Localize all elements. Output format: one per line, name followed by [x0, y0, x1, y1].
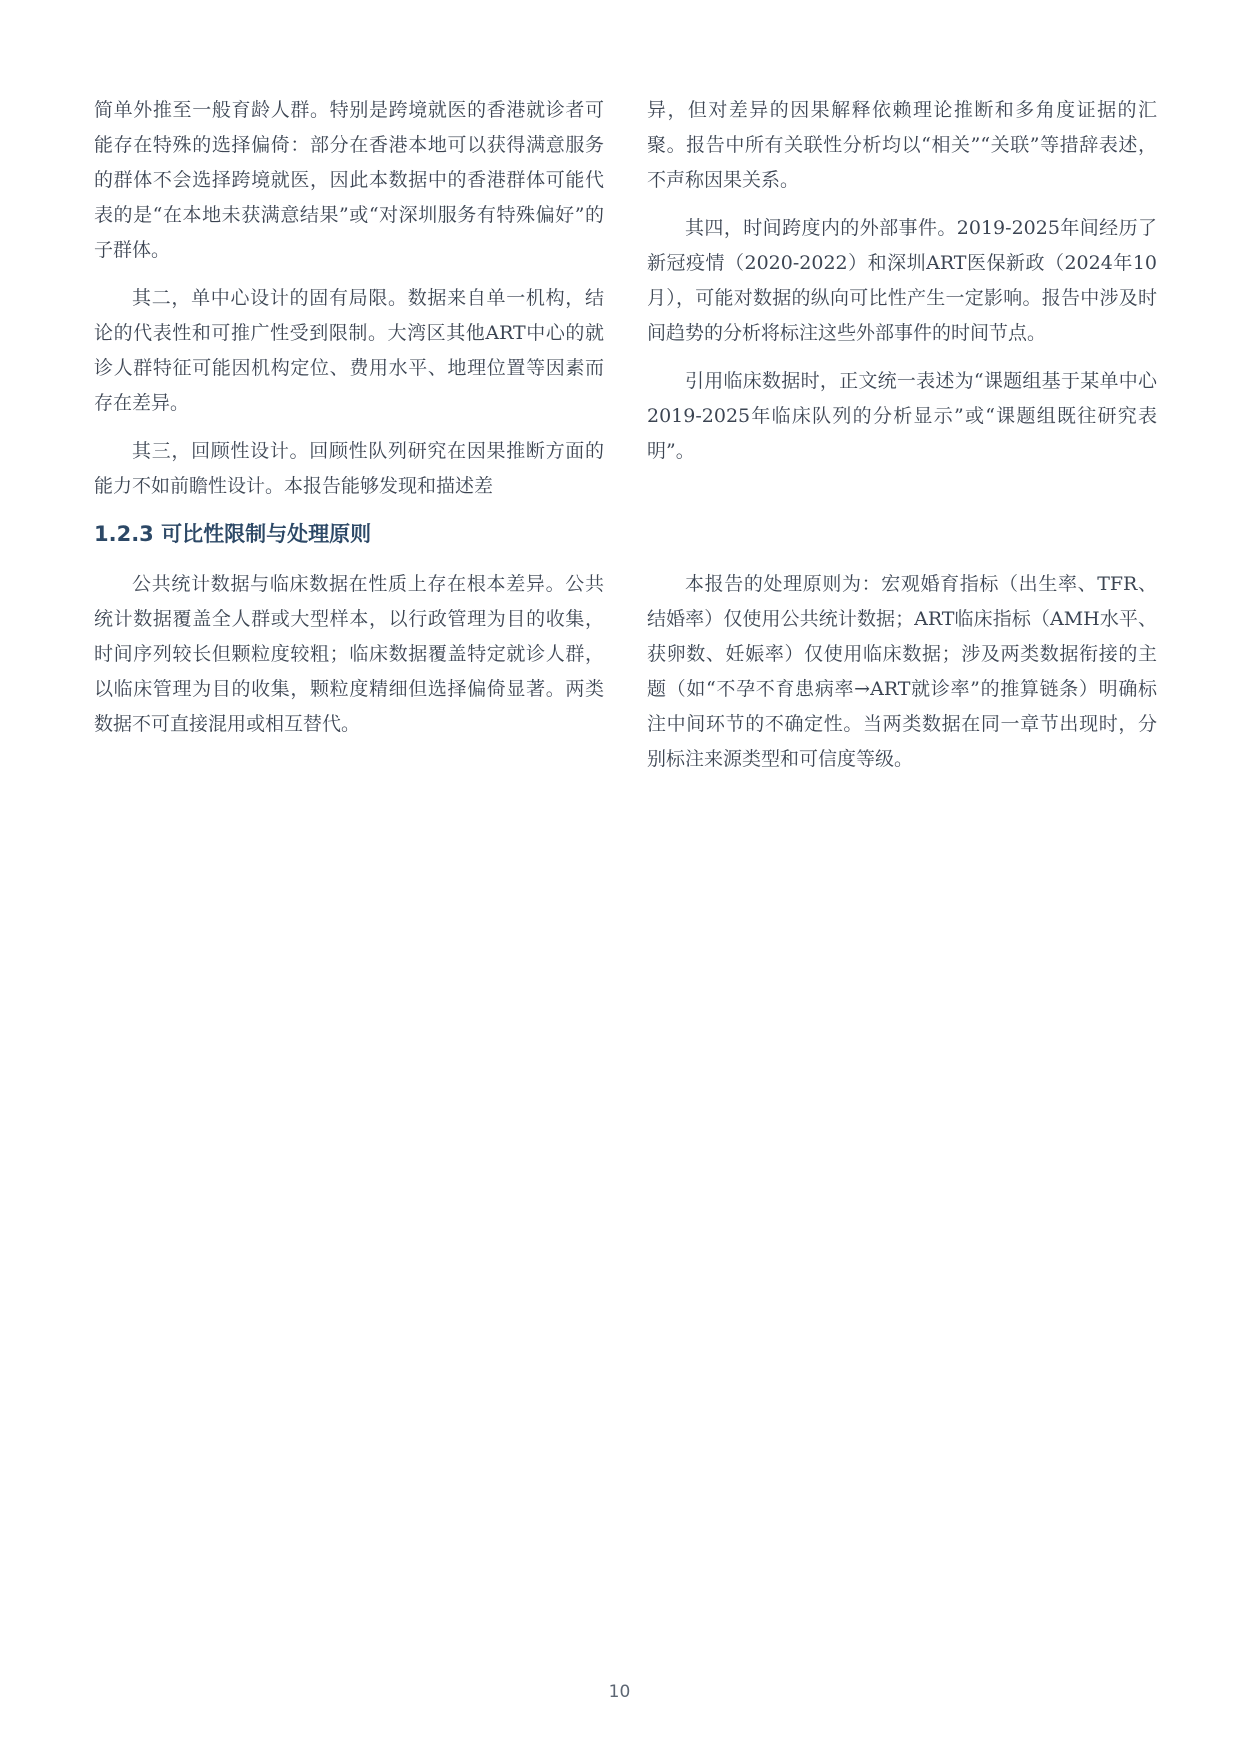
paragraph-point-three: 其三，回顾性设计。回顾性队列研究在因果推断方面的能力不如前瞻性设计。本报告能够发现和描述差: [94, 440, 604, 497]
paragraph-continuation-right: 异，但对差异的因果解释依赖理论推断和多角度证据的汇聚。报告中所有关联性分析均以“相关”“关联”等措辞表述，不声称因果关系。: [647, 99, 1157, 191]
top-right-column: [647, 93, 1157, 482]
section-heading: 1.2.3 可比性限制与处理原则: [94, 522, 372, 546]
paragraph-point-four: 其四，时间跨度内的外部事件。2019-2025年间经历了新冠疫情（2020-2022）和深圳ART医保新政（2024年10月），可能对数据的纵向可比性产生一定影响。报告中涉及时间趋势的分析将标注这些外部事件的时间节点。: [647, 217, 1157, 344]
paragraph-continuation-left: 简单外推至一般育龄人群。特别是跨境就医的香港就诊者可能存在特殊的选择偏倚：部分在香港本地可以获得满意服务的群体不会选择跨境就医，因此本数据中的香港群体可能代表的是“在本地未获满意结果”或“对深圳服务有特殊偏好”的子群体。: [94, 99, 604, 261]
bottom-left-column: [94, 567, 604, 755]
bottom-right-column: [647, 567, 1157, 790]
top-left-column: [94, 93, 604, 517]
paragraph-point-two: 其二，单中心设计的固有局限。数据来自单一机构，结论的代表性和可推广性受到限制。大湾区其他ART中心的就诊人群特征可能因机构定位、费用水平、地理位置等因素而存在差异。: [94, 287, 604, 414]
paragraph-citation-rule: 引用临床数据时，正文统一表述为“课题组基于某单中心2019-2025年临床队列的分析显示”或“课题组既往研究表明”。: [647, 370, 1157, 462]
page-number: 10: [608, 1682, 631, 1702]
paragraph-data-nature: 公共统计数据与临床数据在性质上存在根本差异。公共统计数据覆盖全人群或大型样本，以行政管理为目的收集，时间序列较长但颗粒度较粗；临床数据覆盖特定就诊人群，以临床管理为目的收集，颗粒度精细但选择偏倚显著。两类数据不可直接混用或相互替代。: [94, 573, 604, 735]
paragraph-handling-principles: 本报告的处理原则为：宏观婚育指标（出生率、TFR、结婚率）仅使用公共统计数据；ART临床指标（AMH水平、获卵数、妊娠率）仅使用临床数据；涉及两类数据衔接的主题（如“不孕不育患病率→ART就诊率”的推算链条）明确标注中间环节的不确定性。当两类数据在同一章节出现时，分别标注来源类型和可信度等级。: [647, 573, 1157, 770]
